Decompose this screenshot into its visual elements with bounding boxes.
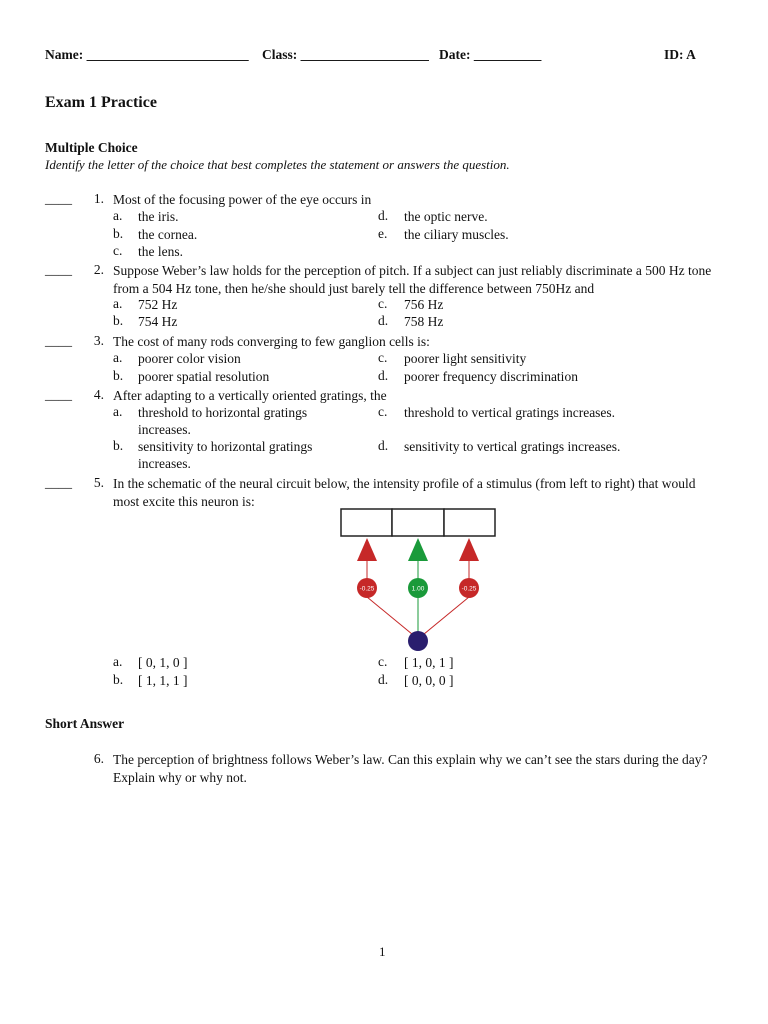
option-letter: d.	[378, 672, 389, 687]
option-letter: b.	[113, 226, 124, 241]
option-text: poorer frequency discrimination	[404, 369, 578, 384]
option-text: 754 Hz	[138, 314, 178, 329]
question-text: In the schematic of the neural circuit below, the intensity profile of a stimulus (from left to right) that would most excite this neuron is:	[113, 476, 696, 509]
option-letter: d.	[378, 313, 389, 328]
option-text: poorer color vision	[138, 351, 241, 366]
arrowhead-right	[459, 538, 479, 561]
option-letter: c.	[378, 404, 388, 419]
id-label: ID: A	[664, 47, 696, 62]
question-text: The perception of brightness follows Weber’s law. Can this explain why we can’t see the stars during the day? Explain why or why not.	[113, 752, 708, 785]
instructions: Identify the letter of the choice that best completes the statement or answers the question.	[45, 157, 510, 172]
option-letter: a.	[113, 404, 123, 419]
name-field-label: Name: ________________________	[45, 47, 249, 62]
option-text: [ 1, 0, 1 ]	[404, 655, 454, 670]
option-letter: a.	[113, 654, 123, 669]
option-text: sensitivity to vertical gratings increases.	[404, 439, 621, 454]
receptor-box-middle	[392, 509, 444, 536]
option-text: poorer spatial resolution	[138, 369, 270, 384]
arrowhead-left	[357, 538, 377, 561]
question-text: The cost of many rods converging to few ganglion cells is:	[113, 334, 430, 349]
receptor-box-left	[341, 509, 392, 536]
weight-label-right: -0.25	[461, 585, 477, 593]
page-number: 1	[379, 944, 386, 959]
option-text: the ciliary muscles.	[404, 227, 509, 242]
option-text: sensitivity to horizontal gratings increases.	[138, 439, 313, 471]
question-number: 1.	[93, 191, 104, 206]
option-letter: c.	[378, 350, 388, 365]
option-letter: b.	[113, 672, 124, 687]
option-text: 752 Hz	[138, 297, 178, 312]
option-text: the optic nerve.	[404, 209, 488, 224]
option-text: [ 0, 1, 0 ]	[138, 655, 188, 670]
weight-label-middle: 1.00	[411, 585, 425, 593]
option-letter: a.	[113, 208, 123, 223]
multiple-choice-heading: Multiple Choice	[45, 140, 138, 155]
class-field-label: Class: ___________________	[262, 47, 429, 62]
answer-blank[interactable]: ____	[45, 191, 72, 206]
answer-blank[interactable]: ____	[45, 262, 72, 277]
receptor-box-right	[444, 509, 495, 536]
page-title: Exam 1 Practice	[45, 94, 157, 111]
option-text: 756 Hz	[404, 297, 444, 312]
option-text: poorer light sensitivity	[404, 351, 527, 366]
option-letter: b.	[113, 313, 124, 328]
option-text: threshold to vertical gratings increases.	[404, 405, 616, 420]
arrowhead-middle	[408, 538, 428, 561]
question-text: Suppose Weber’s law holds for the perception of pitch. If a subject can just reliably discriminate a 500 Hz tone from a 504 Hz tone, then he/she should just barely tell the difference between 750Hz and	[113, 263, 712, 296]
question-text: After adapting to a vertically oriented gratings, the	[113, 388, 387, 403]
option-text: threshold to horizontal gratings increases.	[138, 405, 308, 437]
weight-label-left: -0.25	[359, 585, 375, 593]
date-field-label: Date: __________	[439, 47, 542, 62]
connection-right	[418, 597, 469, 639]
question-number: 3.	[93, 333, 104, 348]
answer-blank[interactable]: ____	[45, 387, 72, 402]
option-text: the iris.	[138, 209, 179, 224]
question-text: Most of the focusing power of the eye occurs in	[113, 192, 372, 207]
option-letter: c.	[113, 243, 123, 258]
option-letter: b.	[113, 368, 124, 383]
option-text: the lens.	[138, 244, 183, 259]
option-text: [ 1, 1, 1 ]	[138, 673, 188, 688]
option-letter: e.	[378, 226, 388, 241]
option-letter: c.	[378, 296, 388, 311]
option-letter: c.	[378, 654, 388, 669]
option-text: 758 Hz	[404, 314, 444, 329]
answer-blank[interactable]: ____	[45, 475, 72, 490]
option-text: the cornea.	[138, 227, 198, 242]
option-letter: a.	[113, 296, 123, 311]
option-text: [ 0, 0, 0 ]	[404, 673, 454, 688]
option-letter: d.	[378, 208, 389, 223]
question-number: 6.	[93, 751, 104, 766]
question-number: 2.	[93, 262, 104, 277]
option-letter: d.	[378, 438, 389, 453]
output-neuron	[408, 631, 428, 651]
question-number: 4.	[93, 387, 104, 402]
connection-left	[367, 597, 418, 639]
short-answer-heading: Short Answer	[45, 716, 125, 731]
option-letter: b.	[113, 438, 124, 453]
neural-circuit-diagram	[335, 503, 499, 653]
option-letter: d.	[378, 368, 389, 383]
question-number: 5.	[93, 475, 104, 490]
answer-blank[interactable]: ____	[45, 333, 72, 348]
option-letter: a.	[113, 350, 123, 365]
